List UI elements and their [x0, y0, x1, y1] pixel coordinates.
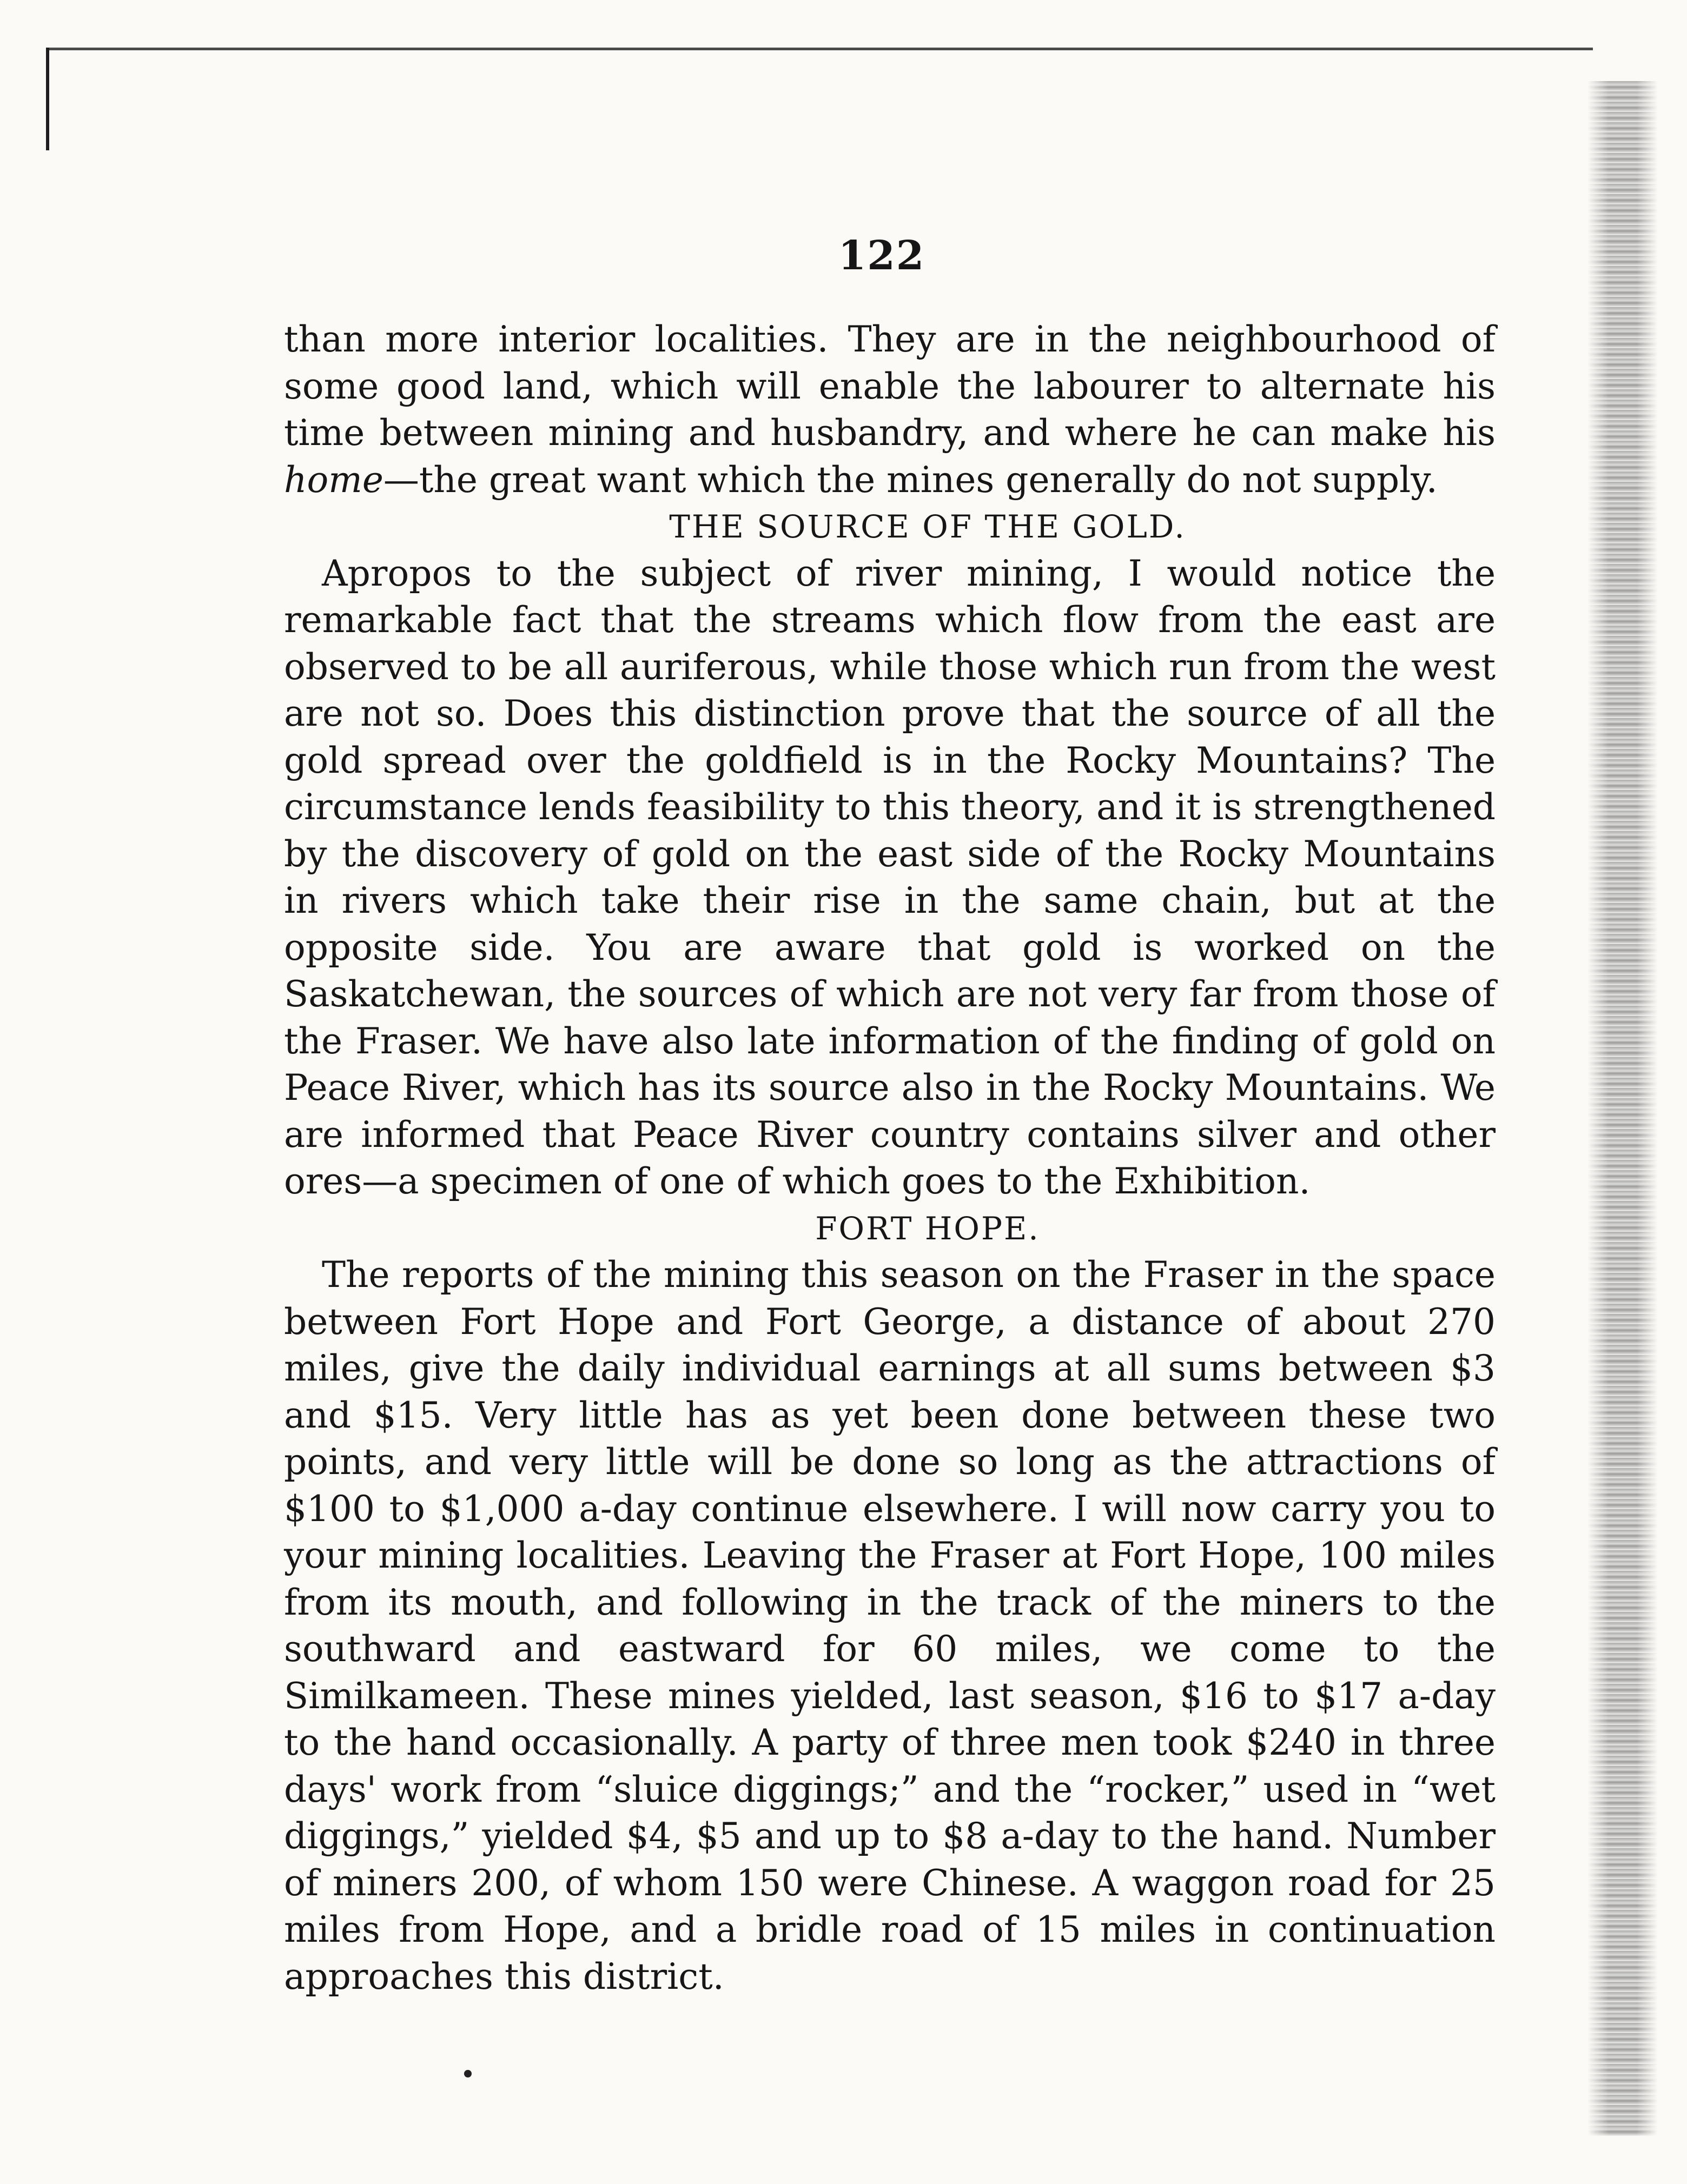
section-heading-source-of-gold: THE SOURCE OF THE GOLD. — [669, 508, 1186, 545]
page-number: 122 — [838, 233, 925, 279]
paragraph-text: —the great want which the mines generally do not supply. — [383, 459, 1438, 501]
scan-shadow-right-edge — [1587, 81, 1658, 2136]
page-body — [284, 316, 1496, 2000]
emphasis-home: home — [284, 459, 383, 501]
section-heading-fort-hope: FORT HOPE. — [815, 1210, 1040, 1247]
paragraph-continued — [284, 316, 1496, 503]
scan-border-top — [46, 48, 1593, 50]
paragraph-source-of-gold: Apropos to the subject of river mining, I would notice the remarkable fact that the streams which flow from the east are observed to be all auriferous, while those which run from the west are not so. Does this distinction prove that the source of all the gold spread over the goldfield is in the Rocky Mountains? The circumstance lends feasibility to this theory, and it is strengthened by the discovery of gold on the east side of the Rocky Mountains in rivers which take their rise in the same chain, but at the opposite side. You are aware that gold is worked on the Saskatchewan, the sources of which are not very far from those of the Fraser. We have also late information of the finding of gold on Peace River, which has its source also in the Rocky Mountains. We are informed that Peace River country contains silver and other ores—a specimen of one of which goes to the Exhibition. — [284, 552, 1496, 1202]
paragraph-text: than more interior localities. They are in the neighbourhood of some good land, which will enable the labourer to alternate his time between mining and husbandry, and where he can make his — [284, 318, 1496, 454]
paragraph-fort-hope: The reports of the mining this season on the Fraser in the space between Fort Hope and Fort George, a distance of about 270 miles, give the daily individual earnings at all sums between $3 and $15. Very little has as yet been done between these two points, and very little will be done so long as the attractions of $100 to $1,000 a-day continue elsewhere. I will now carry you to your mining localities. Leaving the Fraser at Fort Hope, 100 miles from its mouth, and following in the track of the miners to the southward and eastward for 60 miles, we come to the Similkameen. These mines yielded, last season, $16 to $17 a-day to the hand occasionally. A party of three men took $240 in three days' work from “sluice diggings;” and the “rocker,” used in “wet diggings,” yielded $4, $5 and up to $8 a-day to the hand. Number of miners 200, of whom 150 were Chinese. A waggon road for 25 miles from Hope, and a bridle road of 15 miles in continuation approaches this district. — [284, 1254, 1496, 1997]
scan-border-left — [46, 48, 49, 150]
scan-speck — [464, 2070, 472, 2077]
